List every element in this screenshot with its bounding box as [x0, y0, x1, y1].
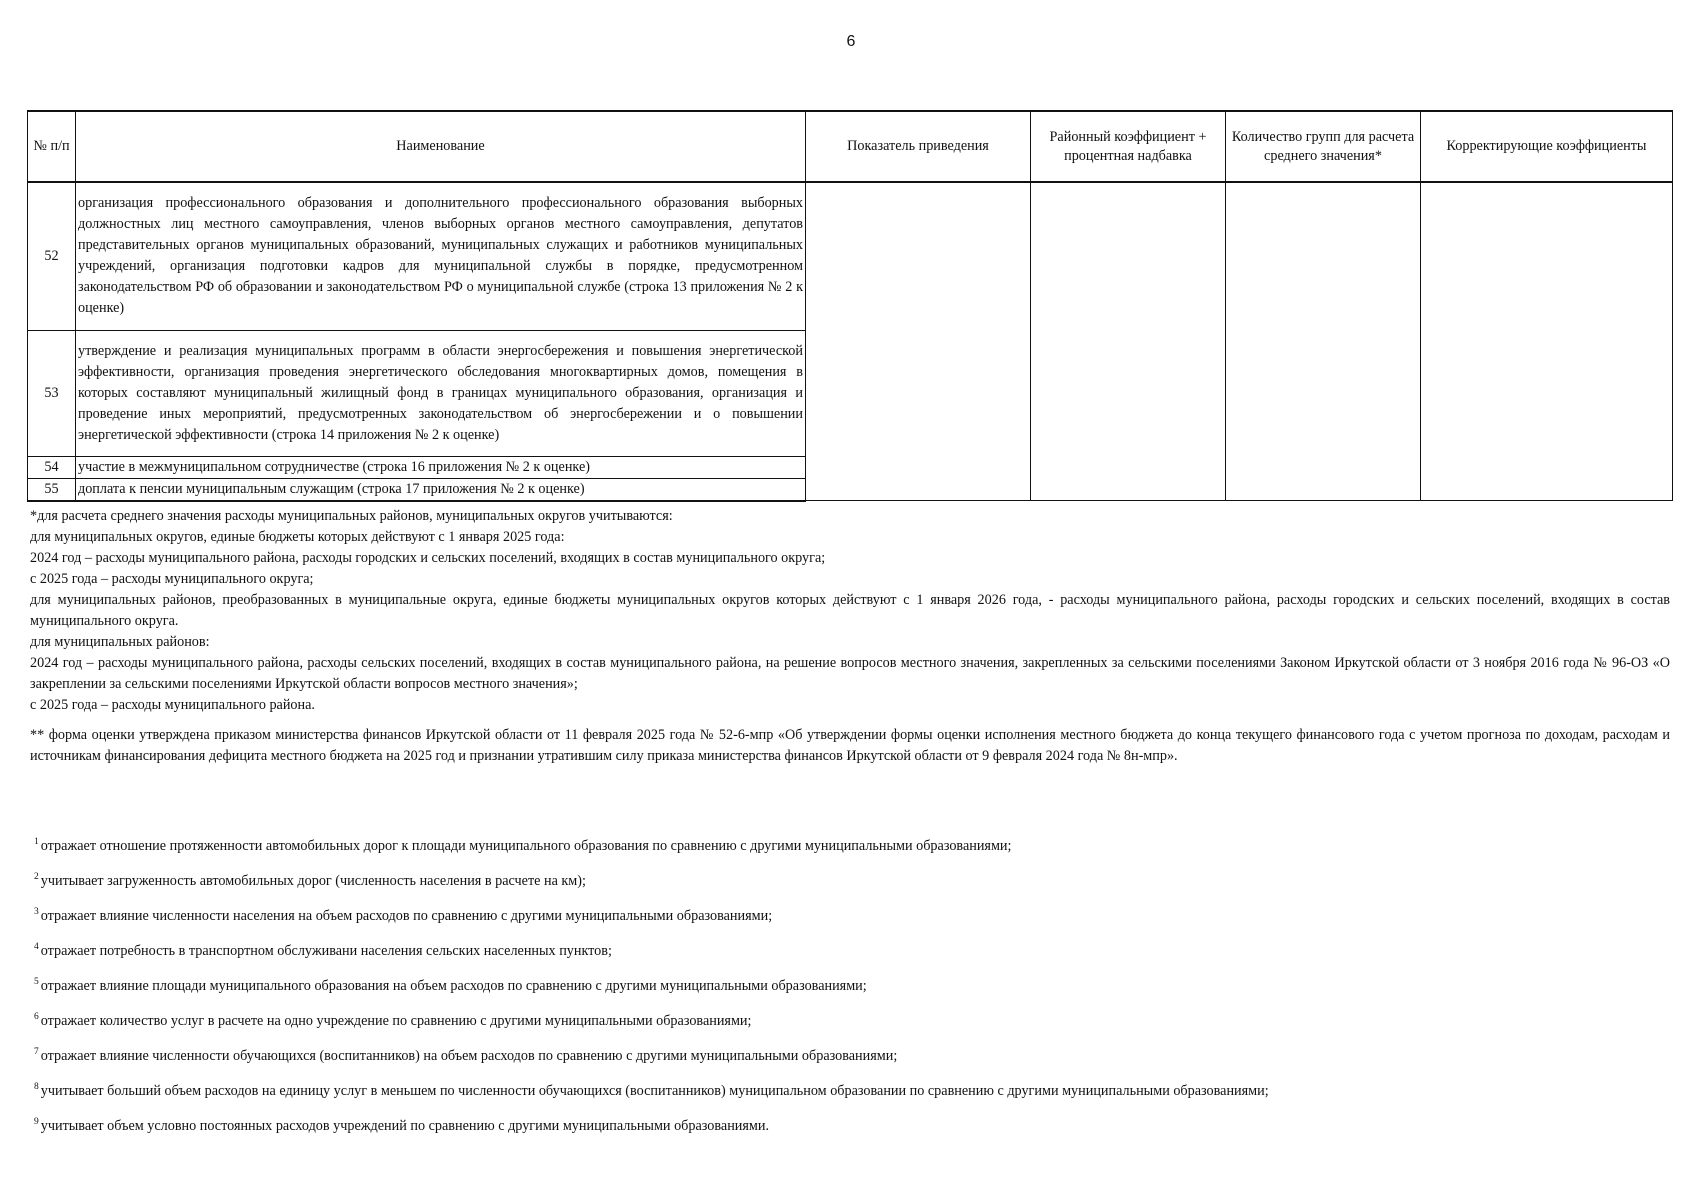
- row-name: участие в межмуниципальном сотрудничестве (строка 16 приложения № 2 к оценке): [76, 456, 806, 478]
- row-number: 54: [28, 456, 76, 478]
- footnote-double-star: ** форма оценки утверждена приказом министерства финансов Иркутской области от 11 февраля 2025 года № 52-6-мпр «Об утверждении формы оценки исполнения местного бюджета до конца текущего финансового года с учетом прогноза по доходам, расходам и источникам финансирования дефицита местного бюджета на 2025 год и признании утратившим силу приказа министерства финансов Иркутской области от 9 февраля 2024 года № 8н-мпр».: [30, 727, 1670, 764]
- note-text: учитывает больший объем расходов на единицу услуг в меньшем по численности обучающихся (воспитанников) муниципальном образовании по сравнению с другими муниципальными образованиями;: [40, 1083, 1269, 1099]
- row-number: 52: [28, 182, 76, 330]
- note-text: учитывает объем условно постоянных расходов учреждений по сравнению с другими муниципальными образованиями.: [40, 1118, 770, 1134]
- row-number: 55: [28, 478, 76, 501]
- footnote-star-title: *для расчета среднего значения расходы муниципальных районов, муниципальных округов учитываются:: [30, 508, 673, 524]
- coefficients-table: [27, 110, 1673, 502]
- row-name: доплата к пенсии муниципальным служащим (строка 17 приложения № 2 к оценке): [76, 478, 806, 501]
- note-mark: 8: [34, 1082, 39, 1092]
- note-text: учитывает загруженность автомобильных дорог (численность населения в расчете на км);: [40, 873, 586, 889]
- header-correction: Корректирующие коэффициенты: [1421, 111, 1673, 182]
- superscript-note: [34, 1077, 1654, 1102]
- note-mark: 7: [34, 1047, 39, 1057]
- table-header-row: [28, 111, 1673, 182]
- groups-cell: [1226, 182, 1421, 501]
- note-mark: 3: [34, 907, 39, 917]
- page-number: 6: [846, 33, 856, 50]
- superscript-note: [34, 1007, 1654, 1032]
- superscript-note: [34, 902, 1654, 927]
- footnote-rayon-2025: с 2025 года – расходы муниципального района.: [30, 697, 315, 713]
- row-number: 53: [28, 330, 76, 456]
- note-text: отражает влияние площади муниципального образования на объем расходов по сравнению с другими муниципальными образованиями;: [40, 978, 867, 994]
- footnote-okrug-heading: для муниципальных округов, единые бюджеты которых действуют с 1 января 2025 года:: [30, 529, 565, 545]
- note-text: отражает влияние численности обучающихся (воспитанников) на объем расходов по сравнению с другими муниципальными образованиями;: [40, 1048, 898, 1064]
- note-mark: 6: [34, 1012, 39, 1022]
- superscript-note: [34, 832, 1654, 857]
- note-text: отражает отношение протяженности автомобильных дорог к площади муниципального образования по сравнению с другими муниципальными образованиями;: [40, 838, 1012, 854]
- superscript-note: [34, 972, 1654, 997]
- note-text: отражает потребность в транспортном обслуживани населения сельских населенных пунктов;: [40, 943, 612, 959]
- table-row: [28, 182, 1673, 330]
- note-text: отражает влияние численности населения на объем расходов по сравнению с другими муниципальными образованиями;: [40, 908, 773, 924]
- header-coefficient: Районный коэффициент + процентная надбавка: [1031, 111, 1226, 182]
- header-indicator: Показатель приведения: [806, 111, 1031, 182]
- footnote-rayon-2024: 2024 год – расходы муниципального района, расходы сельских поселений, входящих в состав муниципального района, на решение вопросов местного значения, закрепленных за сельскими поселениями Законом Иркутской области от 3 ноября 2016 года № 96-ОЗ «О закреплении за сельскими поселениями Иркутской области вопросов местного значения»;: [30, 655, 1670, 692]
- superscript-note: [34, 1042, 1654, 1067]
- footnote-okrug-2024: 2024 год – расходы муниципального района, расходы городских и сельских поселений, входящих в состав муниципального округа;: [30, 550, 826, 566]
- note-mark: 2: [34, 872, 39, 882]
- indicator-cell: [806, 182, 1031, 501]
- superscript-note: [34, 937, 1654, 962]
- row-name: утверждение и реализация муниципальных программ в области энергосбережения и повышения энергетической эффективности, организация проведения энергетического обследования многоквартирных домов, помещения в которых составляют муниципальный жилищный фонд в границах муниципального образования, организация и проведение иных мероприятий, предусмотренных законодательством об энергосбережении и о повышении энергетической эффективности (строка 14 приложения № 2 к оценке): [76, 330, 806, 456]
- superscript-note: [34, 867, 1654, 892]
- note-mark: 5: [34, 977, 39, 987]
- correction-cell: [1421, 182, 1673, 501]
- superscript-note: [34, 1112, 1654, 1137]
- footnote-rayon-heading: для муниципальных районов:: [30, 634, 210, 650]
- footnote-okrug-2025: с 2025 года – расходы муниципального округа;: [30, 571, 314, 587]
- footnote-transformed: для муниципальных районов, преобразованных в муниципальные округа, единые бюджеты муниципальных округов которых действуют с 1 января 2026 года, - расходы муниципального района, расходы городских и сельских поселений, входящих в состав муниципального округа.: [30, 592, 1670, 629]
- note-mark: 1: [34, 837, 39, 847]
- header-groups: Количество групп для расчета среднего значения*: [1226, 111, 1421, 182]
- footnotes-block: [30, 506, 1670, 767]
- header-num: № п/п: [28, 111, 76, 182]
- row-name: организация профессионального образования и дополнительного профессионального образования выборных должностных лиц местного самоуправления, членов выборных органов местного самоуправления, депутатов представительных органов муниципальных образований, муниципальных служащих и работников муниципальных учреждений, организация подготовки кадров для муниципальной службы в порядке, предусмотренном законодательством РФ об образовании и законодательством РФ о муниципальной службе (строка 13 приложения № 2 к оценке): [76, 182, 806, 330]
- header-name: Наименование: [76, 111, 806, 182]
- note-mark: 4: [34, 942, 39, 952]
- note-text: отражает количество услуг в расчете на одно учреждение по сравнению с другими муниципальными образованиями;: [40, 1013, 752, 1029]
- superscript-notes: [34, 832, 1654, 1147]
- coefficient-cell: [1031, 182, 1226, 501]
- note-mark: 9: [34, 1117, 39, 1127]
